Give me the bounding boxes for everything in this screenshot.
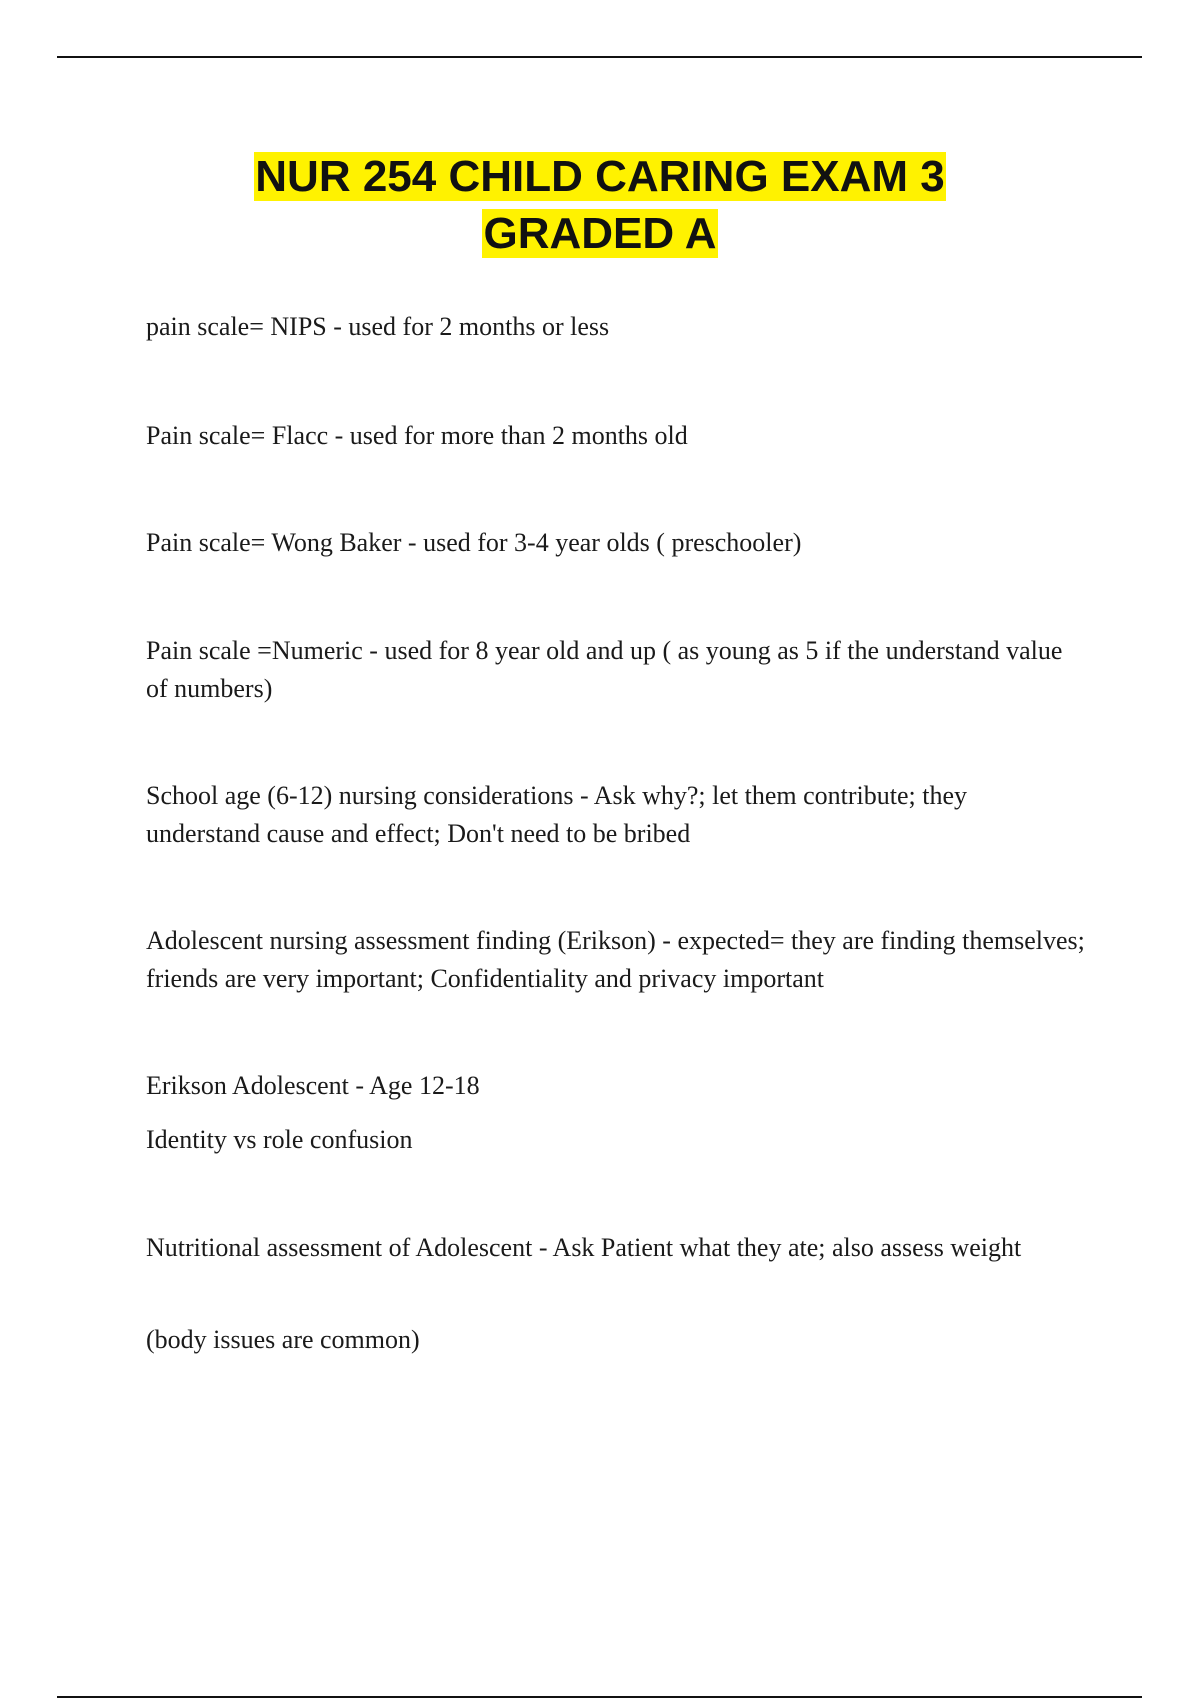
bottom-rule	[57, 1696, 1142, 1698]
entry-numeric-pain-scale: Pain scale =Numeric - used for 8 year old and up ( as young as 5 if the understand value of numbers)	[146, 636, 1063, 703]
title-line-1: NUR 254 CHILD CARING EXAM 3	[255, 152, 945, 201]
entry-nutritional-assessment: Nutritional assessment of Adolescent - Ask Patient what they ate; also assess weight	[146, 1233, 1022, 1262]
entry-adolescent-assessment: Adolescent nursing assessment finding (Erikson) - expected= they are finding themselves; friends are very important; Confidentiality and privacy important	[146, 926, 1085, 993]
entry-erikson-adolescent: Erikson Adolescent - Age 12-18	[146, 1071, 480, 1100]
top-rule	[57, 56, 1142, 58]
title-line-2: GRADED A	[483, 209, 717, 258]
document-title	[0, 148, 1200, 262]
entry-wong-baker-pain-scale: Pain scale= Wong Baker - used for 3-4 year olds ( preschooler)	[146, 528, 802, 557]
entry-nips-pain-scale: pain scale= NIPS - used for 2 months or less	[146, 312, 610, 341]
entry-body-issues: (body issues are common)	[146, 1325, 420, 1354]
entry-flacc-pain-scale: Pain scale= Flacc - used for more than 2 months old	[146, 421, 688, 450]
entry-school-age-considerations: School age (6-12) nursing considerations - Ask why?; let them contribute; they understand cause and effect; Don't need to be bribed	[146, 781, 967, 848]
entry-identity-vs-role-confusion: Identity vs role confusion	[146, 1125, 413, 1154]
